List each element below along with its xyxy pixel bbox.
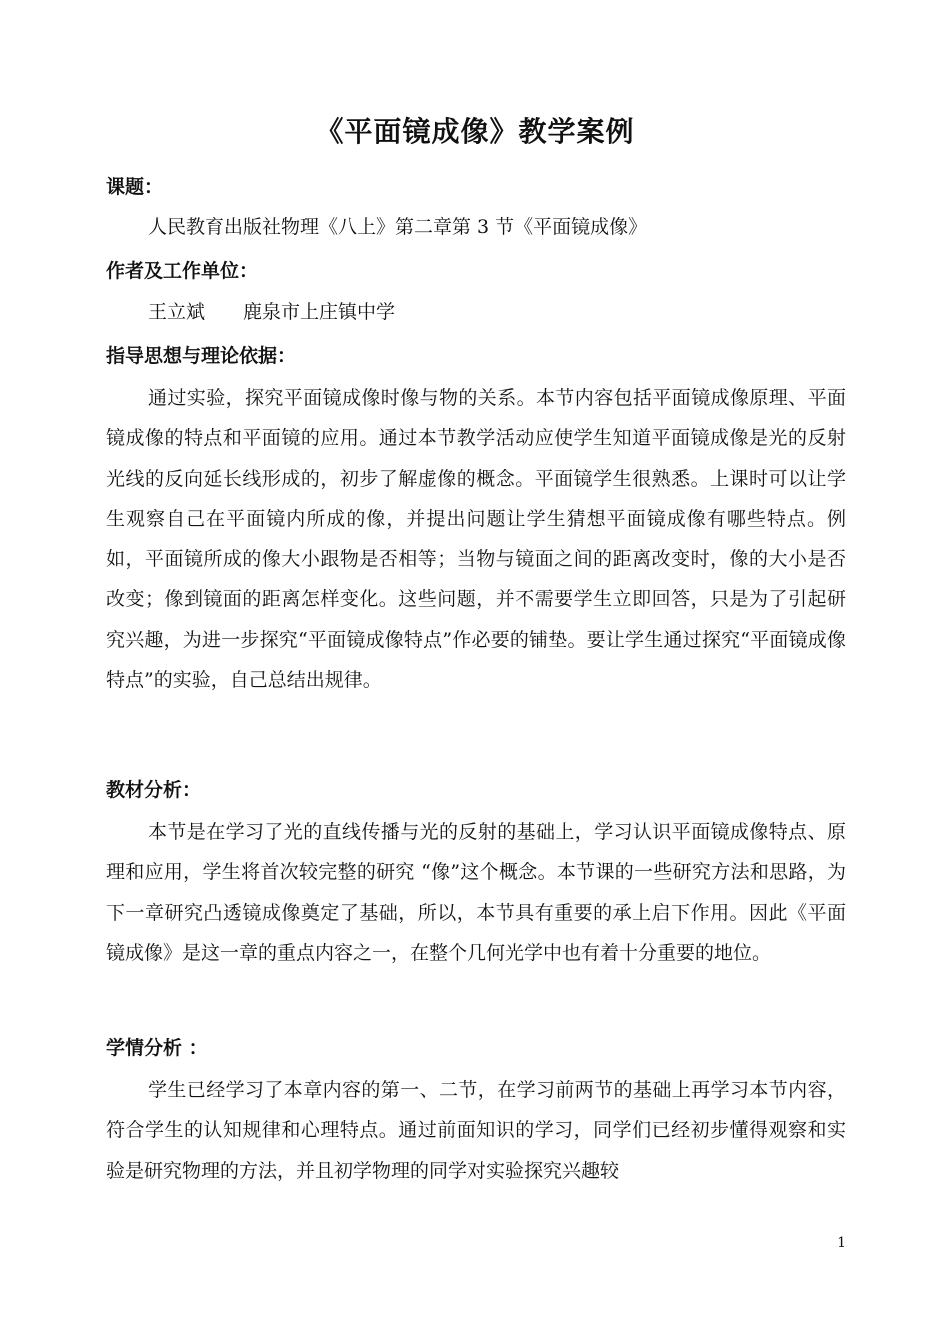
author-name: 王立斌 bbox=[148, 301, 206, 323]
author-heading: 作者及工作单位： bbox=[106, 260, 259, 282]
students-heading: 学情分析 ： bbox=[106, 1037, 208, 1059]
students-paragraph: 学生已经学习了本章内容的第一、二节，在学习前两节的基础上再学习本节内容，符合学生的认知规律和心理特点。通过前面知识的学习，同学们已经初步懂得观察和实验是研究物理的方法，并且初学物理的同学对实验探究兴趣较 bbox=[106, 1079, 846, 1182]
topic-heading: 课题： bbox=[106, 176, 164, 198]
material-paragraph: 本节是在学习了光的直线传播与光的反射的基础上，学习认识平面镜成像特点、原理和应用，学生将首次较完整的研究 “像”这个概念。本节课的一些研究方法和思路，为下一章研究凸透镜成像奠定了基础，所以，本节具有重要的承上启下作用。因此《平面镜成像》是这一章的重点内容之一，在整个几何光学中也有着十分重要的地位。 bbox=[106, 821, 846, 964]
material-heading: 教材分析： bbox=[106, 779, 202, 801]
author-line bbox=[148, 297, 395, 327]
author-unit: 鹿泉市上庄镇中学 bbox=[243, 301, 396, 323]
document-title: 《平面镜成像》教学案例 bbox=[315, 115, 635, 148]
guiding-paragraph: 通过实验，探究平面镜成像时像与物的关系。本节内容包括平面镜成像原理、平面镜成像的特点和平面镜的应用。通过本节教学活动应使学生知道平面镜成像是光的反射光线的反向延长线形成的，初步了解虚像的概念。平面镜学生很熟悉。上课时可以让学生观察自己在平面镜内所成的像，并提出问题让学生猜想平面镜成像有哪些特点。例如，平面镜所成的像大小跟物是否相等；当物与镜面之间的距离改变时，像的大小是否改变；像到镜面的距离怎样变化。这些问题，并不需要学生立即回答，只是为了引起研究兴趣，为进一步探究“平面镜成像特点”作必要的铺垫。要让学生通过探究“平面镜成像特点”的实验，自己总结出规律。 bbox=[106, 387, 846, 692]
page-number: 1 bbox=[837, 1235, 846, 1251]
topic-text: 人民教育出版社物理《八上》第二章第 3 节《平面镜成像》 bbox=[148, 216, 648, 238]
guiding-heading: 指导思想与理论依据： bbox=[106, 345, 297, 367]
